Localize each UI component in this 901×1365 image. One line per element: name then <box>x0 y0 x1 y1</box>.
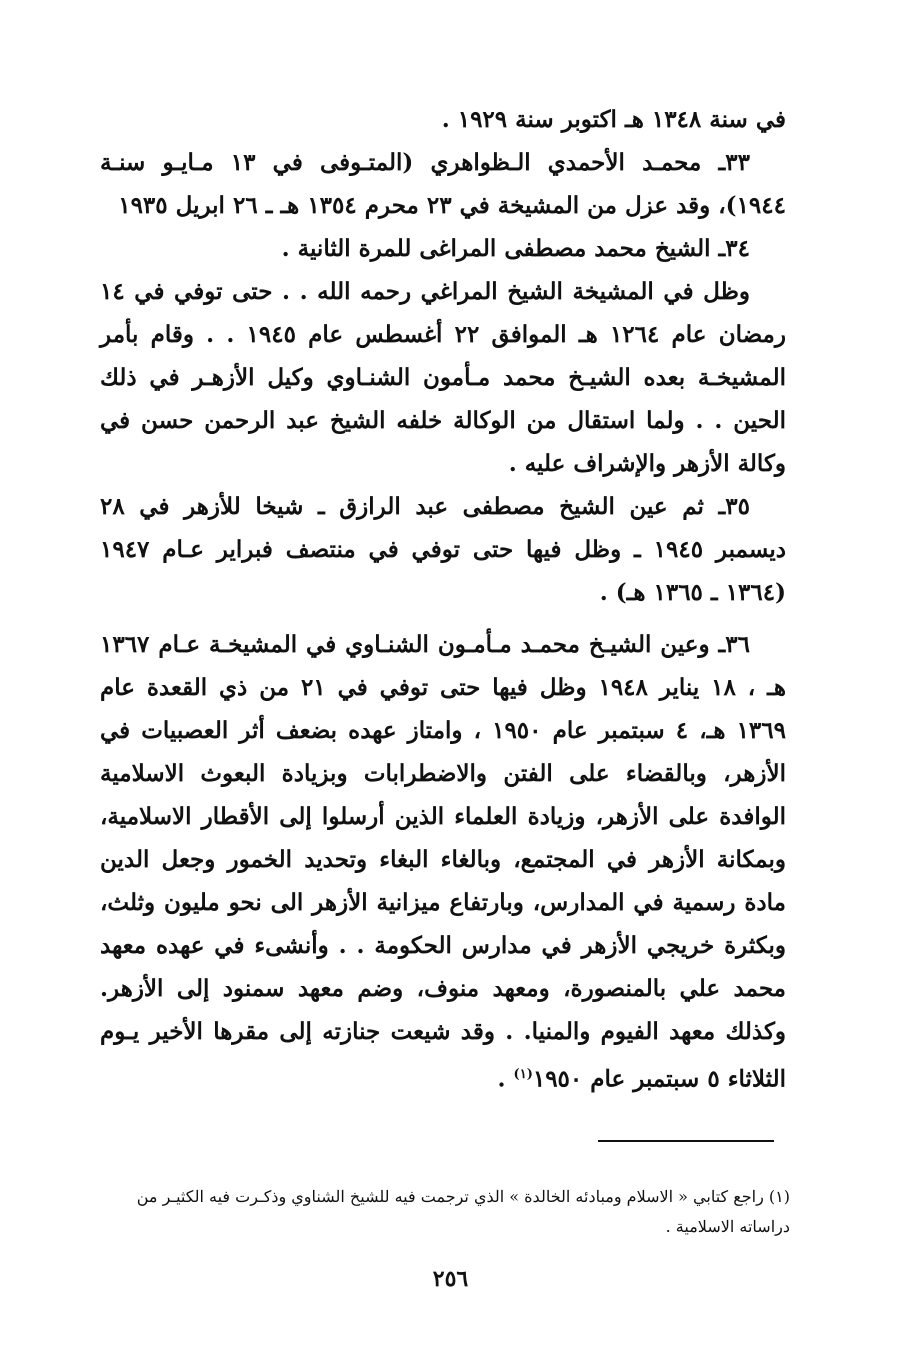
main-text-block <box>100 98 786 1101</box>
paragraph-item-36-end: . <box>497 1065 514 1093</box>
footnote-text: (١) راجع كتابي « الاسلام ومبادئه الخالدة » الذي ترجمت فيه للشيخ الشناوي وذكـرت فيه الكثيـر من دراساته الاسلامية . <box>136 1187 790 1236</box>
footnote <box>100 1182 790 1242</box>
paragraph-item-35: ٣٥ـ ثم عين الشيخ مصطفى عبد الرازق ـ شيخا للأزهر في ٢٨ ديسمبر ١٩٤٥ ـ وظل فيها حتى توفي في منتصف فبراير عـام ١٩٤٧ (١٣٦٤ ـ ١٣٦٥ هـ) . <box>100 493 786 606</box>
paragraph-item-33: ٣٣ـ محمـد الأحمدي الـظواهري (المتـوفى في ١٣ مـايـو سنـة ١٩٤٤)، وقد عزل من المشيخة في ٢٣ محرم ١٣٥٤ هـ ـ ٢٦ ابريل ١٩٣٥ <box>100 149 786 219</box>
paragraph-maraghi-death: وظل في المشيخة الشيخ المراغي رحمه الله . . حتى توفي في ١٤ رمضان عام ١٢٦٤ هـ الموافق ٢٢ أغسطس عام ١٩٤٥ . . وقام بأمر المشيخـة بعده الشيـخ محمد مـأمون الشنـاوي وكيل الأزهـر في ذلك الحين . . ولما استقال من الوكالة خلفه الشيخ عبد الرحمن حسن في وكالة الأزهر والإشراف عليه . <box>100 278 786 477</box>
paragraph-item-36 <box>100 623 786 1101</box>
footnote-marker: (١) <box>513 1067 533 1082</box>
paragraph-item-36-text: ٣٦ـ وعين الشيـخ محمـد مـأمـون الشنـاوي في المشيخـة عـام ١٣٦٧ هـ ، ١٨ يناير ١٩٤٨ وظل فيها حتى توفي في ٢١ من ذي القعدة عام ١٣٦٩ هـ، ٤ سبتمبر عام ١٩٥٠ ، وامتاز عهده بضعف أثر العصبيات في الأزهر، وبالقضاء على الفتن والاضطرابات وبزيادة البعوث الاسلامية الوافدة على الأزهر، وزيادة العلماء الذين أرسلوا إلى الأقطار الاسلامية، وبمكانة الأزهر في المجتمع، وبالغاء البغاء وتحديد الخمور وجعل الدين مادة رسمية في المدارس، وبارتفاع ميزانية الأزهر الى نحو مليون وثلث، وبكثرة خريجي الأزهر في مدارس الحكومة . . وأنشىء في عهده معهد محمد علي بالمنصورة، ومعهد منوف، وضم معهد سمنود إلى الأزهر. وكذلك معهد الفيوم والمنيا. . وقد شيعت جنازته إلى مقرها الأخير يـوم الثلاثاء ٥ سبتمبر عام ١٩٥٠ <box>100 631 786 1093</box>
footnote-divider <box>598 1140 774 1142</box>
paragraph-item-34: ٣٤ـ الشيخ محمد مصطفى المراغى للمرة الثانية . <box>281 235 750 262</box>
page-number: ٢٥٦ <box>432 1266 469 1292</box>
paragraph-continuation: في سنة ١٣٤٨ هـ اكتوبر سنة ١٩٢٩ . <box>441 106 786 133</box>
